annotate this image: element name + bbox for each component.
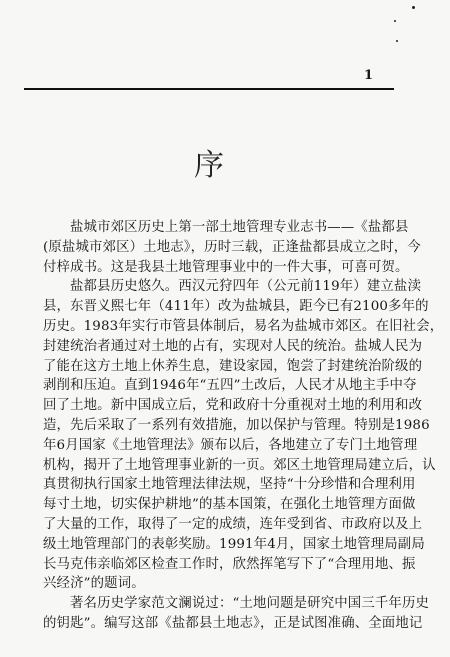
text-line: 每寸土地，切实保护耕地”的基本国策，在强化土地管理方面做 (43, 497, 416, 513)
text-line: 著名历史学家范文澜说过：“土地问题是研究中国三千年历史 (70, 596, 430, 612)
paragraph (43, 594, 430, 634)
text-line: 付梓成书。这是我县土地管理事业中的一件大事，可喜可贺。 (43, 259, 409, 275)
text-line: 了大量的工作，取得了一定的成绩，连年受到省、市政府以及上 (43, 516, 423, 532)
scan-speck (394, 20, 396, 22)
header-rule (24, 88, 394, 90)
text-line: 回了土地。新中国成立后，党和政府十分重视对土地的利用和改 (43, 398, 423, 414)
text-line: 级土地管理部门的表彰奖励。1991年4月，国家土地管理局副局 (43, 536, 425, 552)
text-line: 年6月国家《土地管理法》颁布以后，各地建立了专门土地管理 (43, 437, 418, 453)
page-title: 序 (194, 148, 226, 183)
text-line: 剥削和压迫。直到1946年“五四”土改后，人民才从地主手中夺 (43, 378, 417, 394)
text-line: 县，东晋义熙七年（411年）改为盐城县，距今已有2100多年的 (43, 299, 429, 315)
page-number: 1 (364, 68, 374, 83)
text-line: (原盐城市郊区）土地志》，历时三载，正逢盐都县成立之时，今 (43, 239, 421, 255)
text-line: 历史。1983年实行市管县体制后，易名为盐城市郊区。在旧社会， (43, 318, 444, 334)
scan-speck (396, 40, 398, 42)
text-line: 真贯彻执行国家土地管理法律法规，坚持“十分珍惜和合理利用 (43, 477, 416, 493)
text-line: 兴经济”的题词。 (43, 576, 145, 592)
scan-speck (412, 6, 415, 9)
paragraph (43, 218, 421, 277)
text-line: 盐城市郊区历史上第一部土地管理专业志书——《盐都县 (70, 220, 409, 235)
body-text (43, 218, 444, 634)
text-line: 盐都县历史悠久。西汉元狩四年（公元前119年）建立盐渎 (70, 279, 421, 295)
text-line: 了能在这方土地上休养生息，建设家园，饱尝了封建统治阶级的 (43, 358, 423, 374)
text-line: 机构，揭开了土地管理事业新的一页。郊区土地管理局建立后，认 (43, 457, 436, 473)
text-line: 造，先后采取了一系列有效措施，加以保护与管理。特别是1986 (43, 417, 430, 433)
paragraph (43, 277, 444, 594)
text-line: 封建统治者通过对土地的占有，实现对人民的统治。盐城人民为 (43, 338, 423, 354)
text-line: 长马克伟亲临郊区检查工作时，欣然挥笔写下了“合理用地、振 (43, 556, 416, 572)
text-line: 的钥匙”。编写这部《盐都县土地志》，正是试图准确、全面地记 (43, 615, 423, 631)
